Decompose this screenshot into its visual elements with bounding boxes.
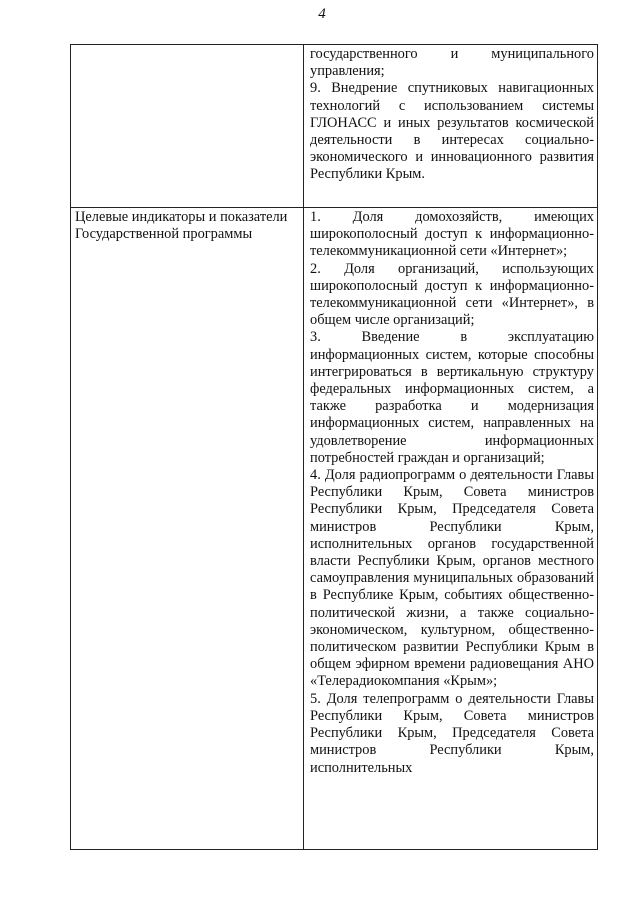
indicator-item: 5. Доля телепрограмм о деятельности Главы Республики Крым, Совета министров Республики Крым, Председателя Совета министров Республики Крым, исполнительных	[310, 690, 594, 776]
row-divider	[71, 207, 597, 208]
continuation-paragraph: государственного и муниципального управления;	[310, 46, 594, 80]
continuation-cell	[310, 46, 594, 184]
indicator-item: 4. Доля радиопрограмм о деятельности Главы Республики Крым, Совета министров Республики Крым, Председателя Совета министров Республики Крым, исполнительных органов государственной власти Республики Крым, органов местного самоуправления муниципальных образований в Республике Крым, событиях общественно-политической жизни, а также социально-экономическом, культурном, общественно-политическом развитии Республики Крым в общем эфирном времени радиовещания АНО «Телерадиокомпания «Крым»;	[310, 467, 594, 690]
indicator-item: 2. Доля организаций, использующих широкополосный доступ к информационно-телекоммуникационной сети «Интернет», в общем числе организаций;	[310, 260, 594, 329]
page-number: 4	[318, 6, 326, 22]
indicators-list-cell	[310, 209, 594, 777]
program-passport-table	[70, 44, 598, 850]
continuation-paragraph: 9. Внедрение спутниковых навигационных технологий с использованием системы ГЛОНАСС и иных результатов космической деятельности в интересах социально-экономического и инновационного развития Республики Крым.	[310, 80, 594, 183]
column-divider	[303, 45, 304, 849]
indicator-item: 3. Введение в эксплуатацию информационных систем, которые способны интегрироваться в вертикальную структуру федеральных информационных систем, а также разработка и модернизация информационных систем, направленных на удовлетворение информационных потребностей граждан и организаций;	[310, 329, 594, 466]
indicators-label-cell	[75, 209, 297, 243]
indicator-item: 1. Доля домохозяйств, имеющих широкополосный доступ к информационно-телекоммуникационной сети «Интернет»;	[310, 209, 594, 260]
indicators-label: Целевые индикаторы и показатели Государственной программы	[75, 209, 288, 243]
